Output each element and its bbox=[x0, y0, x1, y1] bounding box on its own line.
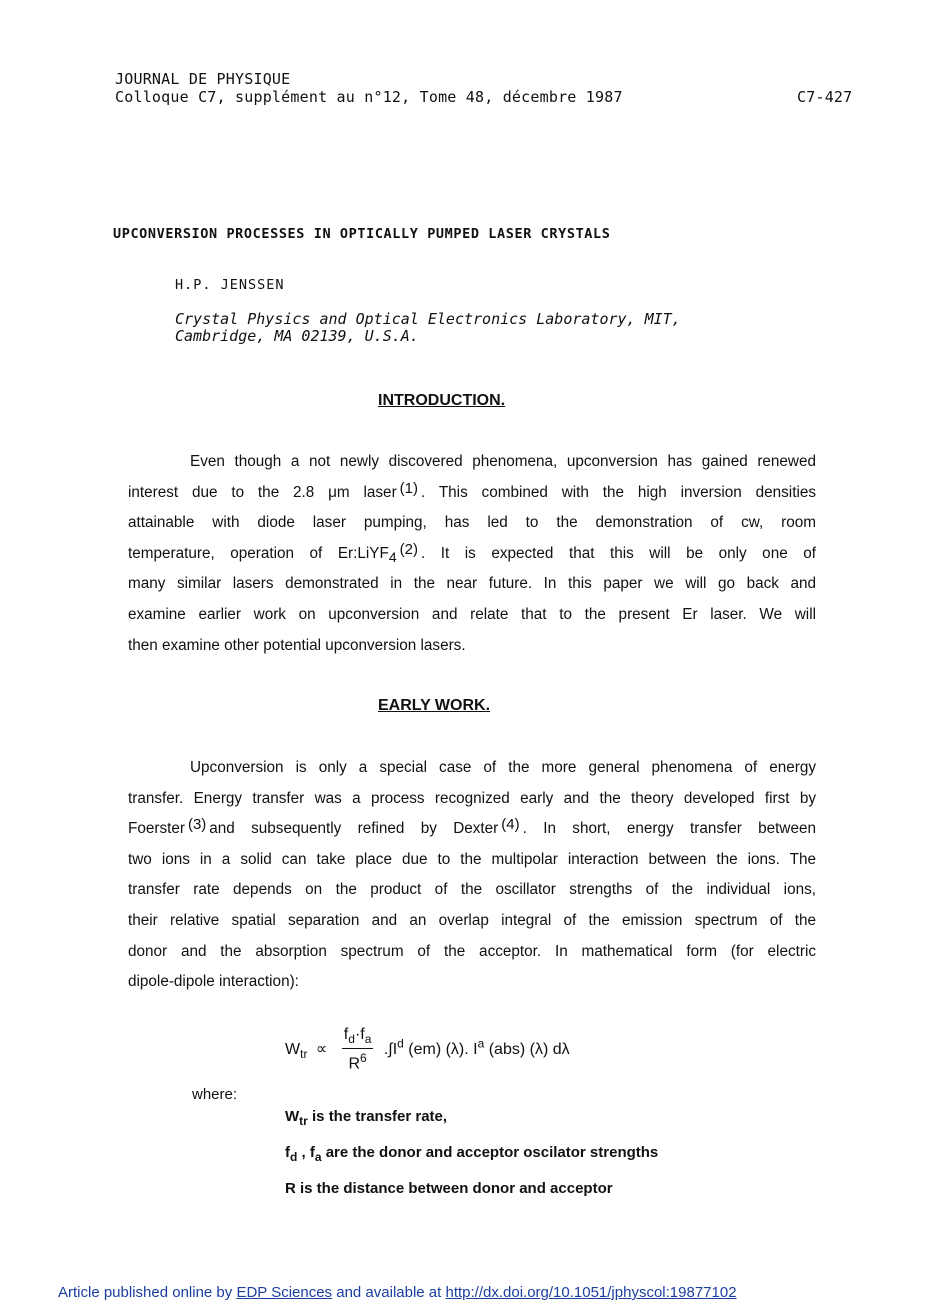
early-line-5: transfer rate depends on the product of the oscillator strengths of the individual ions, bbox=[128, 881, 816, 899]
intro-paragraph bbox=[128, 447, 816, 661]
citation-3: (3) bbox=[187, 816, 207, 834]
intro-line-3: attainable with diode laser pumping, has led to the demonstration of cw, room bbox=[128, 514, 816, 532]
early-line-8: dipole-dipole interaction): bbox=[128, 973, 299, 991]
paper-title: UPCONVERSION PROCESSES IN OPTICALLY PUMPED LASER CRYSTALS bbox=[113, 226, 611, 242]
definition-distance: R is the distance between donor and acceptor bbox=[285, 1180, 613, 1197]
journal-name: JOURNAL DE PHYSIQUE bbox=[115, 70, 291, 88]
early-line-3: Foerster $^{(3)}$ and subsequently refined by Dexter $^{(4)}$ . In short, energy transfer between bbox=[128, 816, 817, 838]
early-line-7: donor and the absorption spectrum of the acceptor. In mathematical form (for electric bbox=[128, 942, 816, 960]
section-heading-introduction: INTRODUCTION. bbox=[378, 392, 506, 409]
publisher-link[interactable]: EDP Sciences bbox=[236, 1284, 333, 1301]
early-line-2: transfer. Energy transfer was a process recognized early and the theory developed first by bbox=[128, 789, 816, 807]
where-label: where: bbox=[192, 1086, 238, 1103]
definition-transfer-rate: $W_{tr}$ is the transfer rate, bbox=[285, 1108, 448, 1128]
affiliation-line-1: Crystal Physics and Optical Electronics Laboratory, MIT, bbox=[175, 310, 681, 328]
definition-oscillator-strengths: $f_d$ , $f_a$ are the donor and acceptor oscilator strengths bbox=[285, 1144, 659, 1164]
citation-2: (2) bbox=[399, 540, 418, 558]
intro-line-7: then examine other potential upconversion lasers. bbox=[128, 636, 466, 654]
citation-4: (4) bbox=[501, 816, 520, 834]
early-line-1: Upconversion is only a special case of the more general phenomena of energy bbox=[190, 759, 816, 776]
author: H.P. JENSSEN bbox=[175, 277, 285, 293]
page-id: C7-427 bbox=[797, 88, 853, 106]
formula-fraction: $\frac{f_d\cdot f_a}{R^6}$ bbox=[343, 1026, 372, 1073]
colloque-info: Colloque C7, supplément au n°12, Tome 48, décembre 1987 bbox=[115, 88, 623, 106]
intro-line-1: Even though a not newly discovered phenomena, upconversion has gained renewed bbox=[190, 453, 816, 470]
affiliation-line-2: Cambridge, MA 02139, U.S.A. bbox=[175, 327, 419, 345]
footer-publication-note: Article published online by EDP Sciences and available at http://dx.doi.org/10.1051/jphyscol:19877102 bbox=[58, 1284, 737, 1301]
section-heading-early-work: EARLY WORK. bbox=[378, 697, 491, 714]
formula-definitions bbox=[285, 1101, 658, 1205]
intro-line-5: many similar lasers demonstrated in the near future. In this paper we will go back and bbox=[128, 575, 816, 593]
transfer-rate-formula: $W_{tr}$ ∝ $\frac{f_d\cdot f_a}{R^6}$ $.\int I^d$ (em) (λ). $I^a$ (abs) (λ) dλ bbox=[285, 1026, 570, 1073]
doi-link[interactable]: http://dx.doi.org/10.1051/jphyscol:19877102 bbox=[445, 1284, 737, 1301]
intro-line-2: interest due to the 2.8 μm laser $^{(1)}$ . This combined with the high inversion densities bbox=[128, 479, 816, 501]
intro-line-6: examine earlier work on upconversion and relate that to the present Er laser. We will bbox=[128, 605, 816, 623]
intro-line-4: temperature, operation of Er:LiYF$_4$ $^{(2)}$ . It is expected that this will be only one of bbox=[128, 540, 816, 565]
citation-1: (1) bbox=[399, 479, 419, 497]
early-line-4: two ions in a solid can take place due to the multipolar interaction between the ions. The bbox=[128, 850, 816, 868]
early-work-paragraph bbox=[128, 753, 816, 998]
early-line-6: their relative spatial separation and an overlap integral of the emission spectrum of the bbox=[128, 911, 816, 929]
